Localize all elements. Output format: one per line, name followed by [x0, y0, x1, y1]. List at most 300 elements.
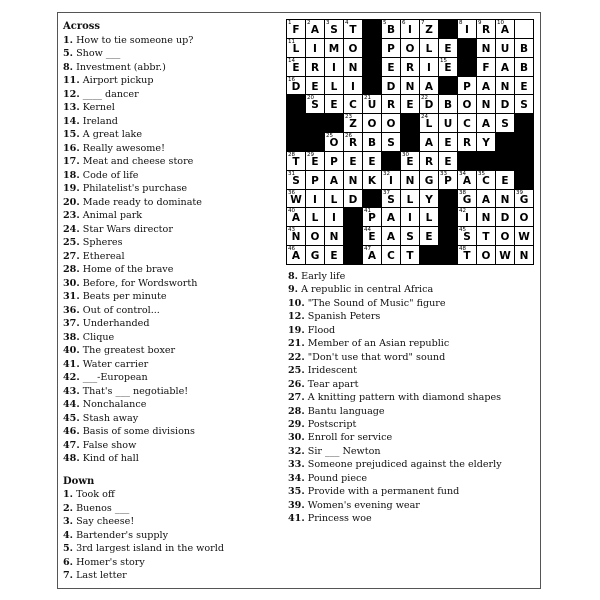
clue-item — [63, 290, 283, 304]
grid-cell[interactable] — [495, 19, 515, 39]
cell-letter: O — [481, 250, 491, 263]
grid-cell[interactable] — [400, 189, 420, 209]
grid-cell[interactable] — [381, 57, 401, 77]
grid-cell[interactable] — [305, 245, 325, 265]
cell-letter: S — [520, 99, 528, 112]
grid-cell[interactable] — [305, 57, 325, 77]
grid-cell[interactable] — [305, 226, 325, 246]
cell-letter: B — [367, 137, 376, 150]
grid-cell[interactable] — [514, 189, 534, 209]
grid-cell[interactable] — [495, 76, 515, 96]
cell-number: 25 — [326, 133, 333, 140]
grid-cell[interactable] — [381, 113, 401, 133]
clue-text: Nonchalance — [79, 399, 147, 410]
cell-letter: E — [330, 250, 338, 263]
grid-cell[interactable] — [419, 170, 439, 190]
clue-item — [63, 515, 283, 529]
clue-item — [63, 263, 283, 277]
grid-cell[interactable] — [286, 207, 306, 227]
clue-text: The greatest boxer — [79, 345, 176, 356]
clue-number: 47. — [63, 439, 80, 451]
grid-cell[interactable] — [457, 132, 477, 152]
grid-cell[interactable] — [343, 19, 363, 39]
cell-letter: E — [387, 61, 395, 74]
clue-number: 38. — [63, 331, 80, 343]
cell-letter: A — [329, 174, 339, 187]
cell-number: 43 — [288, 227, 295, 234]
cell-number: 32 — [383, 170, 390, 177]
cell-letter: O — [310, 231, 320, 244]
grid-cell[interactable] — [286, 19, 306, 39]
cell-letter: E — [292, 61, 300, 74]
clue-number: 17. — [63, 156, 80, 167]
cell-letter: E — [368, 155, 376, 168]
grid-cell[interactable] — [514, 57, 534, 77]
clue-text: Beats per minute — [79, 291, 167, 302]
grid-cell[interactable] — [495, 226, 515, 246]
grid-cell[interactable] — [343, 57, 363, 77]
grid-cell[interactable] — [457, 189, 477, 209]
grid-block — [438, 19, 458, 39]
grid-cell[interactable] — [457, 170, 477, 190]
grid-cell[interactable] — [362, 245, 382, 265]
grid-cell[interactable] — [324, 245, 344, 265]
grid-cell[interactable] — [343, 94, 363, 114]
grid-cell[interactable] — [362, 207, 382, 227]
cell-letter: S — [387, 137, 395, 150]
grid-cell[interactable] — [343, 38, 363, 58]
grid-cell[interactable] — [514, 207, 534, 227]
grid-cell[interactable] — [419, 19, 439, 39]
clue-number: 11. — [63, 75, 80, 86]
cell-letter: D — [348, 193, 358, 206]
cell-letter: S — [330, 24, 338, 36]
grid-cell[interactable] — [514, 76, 534, 96]
grid-cell[interactable] — [400, 57, 420, 77]
cell-number: 48 — [459, 246, 466, 253]
grid-cell[interactable] — [419, 151, 439, 171]
grid-cell[interactable] — [362, 170, 382, 190]
cell-letter: I — [389, 174, 393, 187]
grid-cell[interactable] — [476, 245, 496, 265]
clue-text: Star Wars director — [79, 223, 173, 235]
cell-number: 7 — [421, 20, 425, 26]
cell-letter: B — [519, 42, 528, 55]
clue-number: 33. — [288, 459, 305, 471]
grid-cell[interactable] — [381, 76, 401, 96]
cell-letter: P — [463, 80, 471, 93]
grid-block — [457, 57, 477, 77]
clue-number: 12. — [63, 88, 80, 100]
clue-number: 28. — [63, 264, 80, 275]
cell-letter: I — [332, 212, 336, 225]
cell-number: 4 — [345, 20, 349, 26]
clue-number: 22. — [288, 351, 305, 363]
cell-letter: R — [405, 61, 415, 74]
grid-cell[interactable] — [362, 226, 382, 246]
cell-letter: I — [465, 24, 469, 36]
cell-letter: S — [501, 118, 509, 131]
grid-cell[interactable] — [324, 207, 344, 227]
grid-cell[interactable] — [305, 19, 325, 39]
clue-number: 8. — [288, 271, 299, 282]
cell-letter: A — [481, 118, 491, 131]
grid-cell[interactable] — [381, 189, 401, 209]
grid-cell[interactable] — [476, 207, 496, 227]
grid-block — [438, 245, 458, 265]
grid-cell[interactable] — [286, 189, 306, 209]
clue-item — [63, 236, 283, 250]
clue-text: Water carrier — [79, 358, 149, 370]
clue-item — [288, 378, 538, 391]
cell-letter: K — [367, 174, 377, 187]
cell-letter: I — [408, 24, 412, 36]
grid-block — [343, 245, 363, 265]
grid-cell[interactable] — [476, 132, 496, 152]
cell-letter: F — [482, 61, 490, 74]
grid-cell[interactable] — [381, 19, 401, 39]
grid-cell[interactable] — [438, 94, 458, 114]
cell-letter: G — [424, 174, 434, 187]
cell-letter: L — [330, 80, 338, 93]
clue-number: 27. — [288, 392, 305, 404]
grid-cell[interactable] — [324, 132, 344, 152]
grid-cell[interactable] — [400, 38, 420, 58]
clue-item — [288, 472, 538, 485]
grid-cell[interactable] — [400, 151, 420, 171]
grid-cell[interactable] — [324, 94, 344, 114]
grid-cell[interactable] — [476, 19, 496, 39]
clue-number: 4. — [63, 529, 74, 541]
clue-number: 19. — [288, 324, 305, 336]
grid-cell[interactable] — [476, 170, 496, 190]
grid-cell[interactable] — [286, 76, 306, 96]
grid-cell[interactable] — [381, 226, 401, 246]
cell-letter: W — [499, 250, 511, 263]
cell-letter: F — [292, 24, 300, 36]
clue-item — [63, 542, 283, 556]
clue-item — [288, 283, 538, 296]
cell-letter: R — [424, 155, 434, 168]
grid-cell[interactable] — [343, 113, 363, 133]
grid-cell[interactable] — [419, 57, 439, 77]
grid-cell[interactable] — [305, 38, 325, 58]
grid-cell[interactable] — [305, 170, 325, 190]
clue-item — [288, 499, 538, 512]
cell-letter: O — [386, 118, 396, 131]
clue-item — [288, 418, 538, 431]
grid-block — [400, 113, 420, 133]
grid-cell[interactable] — [457, 19, 477, 39]
grid-cell[interactable] — [286, 38, 306, 58]
cell-letter: T — [292, 155, 300, 168]
grid-cell[interactable] — [514, 245, 534, 265]
clue-number: 34. — [288, 472, 305, 484]
cell-number: 15 — [440, 57, 447, 64]
cell-letter: P — [311, 174, 319, 187]
grid-cell[interactable] — [495, 170, 515, 190]
grid-block — [514, 132, 534, 152]
clue-number: 16. — [63, 142, 80, 154]
clue-text: Airport pickup — [79, 75, 154, 86]
clue-item — [288, 445, 538, 458]
cell-number: 1 — [288, 20, 292, 26]
grid-cell[interactable] — [286, 151, 306, 171]
clue-text: Iridescent — [304, 365, 358, 377]
clue-number: 2. — [63, 502, 74, 514]
cell-letter: A — [291, 250, 301, 263]
grid-cell[interactable] — [476, 94, 496, 114]
cell-letter: A — [386, 231, 396, 244]
clue-item — [63, 209, 283, 223]
grid-cell[interactable] — [495, 189, 515, 209]
grid-cell[interactable] — [381, 170, 401, 190]
clue-text: A great lake — [79, 129, 143, 140]
grid-cell[interactable] — [457, 245, 477, 265]
clue-number: 29. — [288, 418, 305, 430]
grid-block — [476, 151, 496, 171]
clue-number: 19. — [63, 183, 80, 194]
cell-number: 44 — [364, 227, 371, 234]
grid-cell[interactable] — [400, 19, 420, 39]
grid-cell[interactable] — [419, 132, 439, 152]
grid-cell[interactable] — [457, 226, 477, 246]
cell-letter: L — [330, 193, 338, 206]
grid-cell[interactable] — [324, 76, 344, 96]
grid-cell[interactable] — [381, 38, 401, 58]
cell-number: 34 — [459, 170, 466, 177]
clue-text: A knitting pattern with diamond shapes — [304, 392, 502, 404]
grid-cell[interactable] — [514, 226, 534, 246]
grid-cell[interactable] — [495, 57, 515, 77]
clue-text: Philatelist's purchase — [79, 183, 188, 194]
clue-text: "Don't use that word" sound — [304, 351, 446, 363]
grid-cell[interactable] — [324, 170, 344, 190]
clue-number: 10. — [288, 297, 305, 309]
grid-cell[interactable] — [495, 113, 515, 133]
cell-number: 40 — [288, 208, 295, 215]
grid-cell[interactable] — [514, 19, 534, 39]
grid-cell[interactable] — [419, 76, 439, 96]
clue-item — [63, 529, 283, 543]
grid-cell[interactable] — [476, 57, 496, 77]
cell-letter: R — [462, 137, 472, 150]
clue-item — [63, 502, 283, 516]
grid-cell[interactable] — [362, 132, 382, 152]
grid-cell[interactable] — [476, 38, 496, 58]
grid-cell[interactable] — [457, 94, 477, 114]
clue-item — [288, 270, 538, 283]
cell-letter: Z — [349, 118, 357, 131]
cell-letter: C — [387, 250, 395, 263]
grid-cell[interactable] — [400, 170, 420, 190]
cell-letter: P — [368, 212, 376, 225]
grid-cell[interactable] — [305, 151, 325, 171]
grid-block — [362, 57, 382, 77]
grid-cell[interactable] — [381, 132, 401, 152]
grid-cell[interactable] — [305, 76, 325, 96]
cell-letter: A — [481, 193, 491, 206]
grid-cell[interactable] — [438, 170, 458, 190]
grid-cell[interactable] — [438, 151, 458, 171]
clue-item — [288, 431, 538, 444]
cell-letter: D — [424, 99, 434, 112]
clue-number: 20. — [63, 196, 80, 208]
clue-item — [63, 358, 283, 372]
clue-text: Home of the brave — [79, 264, 174, 275]
grid-cell[interactable] — [400, 94, 420, 114]
clue-number: 6. — [63, 556, 74, 568]
grid-cell[interactable] — [495, 38, 515, 58]
clue-text: Flood — [304, 324, 336, 336]
grid-cell[interactable] — [438, 113, 458, 133]
grid-cell[interactable] — [343, 151, 363, 171]
clue-item — [288, 485, 538, 498]
grid-cell[interactable] — [324, 19, 344, 39]
cell-letter: N — [405, 174, 415, 187]
cell-letter: A — [310, 24, 320, 36]
clue-text: Spanish Peters — [304, 311, 381, 323]
grid-cell[interactable] — [381, 245, 401, 265]
grid-cell[interactable] — [457, 113, 477, 133]
clue-number: 12. — [288, 311, 305, 323]
cell-letter: P — [387, 42, 395, 55]
grid-cell[interactable] — [457, 207, 477, 227]
grid-cell[interactable] — [324, 151, 344, 171]
grid-cell[interactable] — [457, 76, 477, 96]
clue-text: 3rd largest island in the world — [73, 543, 224, 554]
clue-text: Early life — [298, 271, 346, 282]
grid-cell[interactable] — [305, 189, 325, 209]
grid-cell[interactable] — [362, 151, 382, 171]
grid-cell[interactable] — [476, 76, 496, 96]
cell-letter: N — [405, 80, 415, 93]
grid-cell[interactable] — [324, 38, 344, 58]
grid-cell[interactable] — [343, 170, 363, 190]
grid-cell[interactable] — [286, 170, 306, 190]
grid-cell[interactable] — [438, 132, 458, 152]
grid-cell[interactable] — [362, 94, 382, 114]
cell-letter: N — [291, 231, 301, 244]
grid-cell[interactable] — [476, 189, 496, 209]
grid-cell[interactable] — [400, 226, 420, 246]
grid-cell[interactable] — [343, 189, 363, 209]
clue-number: 37. — [63, 318, 80, 329]
cell-letter: E — [444, 155, 452, 168]
cell-letter: A — [424, 137, 434, 150]
cell-letter: E — [444, 42, 452, 55]
grid-cell[interactable] — [305, 94, 325, 114]
grid-cell[interactable] — [419, 189, 439, 209]
grid-cell[interactable] — [324, 189, 344, 209]
clue-item — [288, 324, 538, 337]
grid-cell[interactable] — [495, 207, 515, 227]
clue-number: 46. — [63, 426, 80, 437]
clue-text: Stash away — [79, 412, 139, 424]
crossword-grid — [286, 19, 533, 264]
clue-item — [288, 405, 538, 418]
cell-letter: U — [500, 42, 510, 55]
grid-cell[interactable] — [381, 94, 401, 114]
grid-cell[interactable] — [514, 94, 534, 114]
cell-letter: D — [386, 80, 396, 93]
grid-cell[interactable] — [286, 57, 306, 77]
grid-cell[interactable] — [362, 113, 382, 133]
grid-cell[interactable] — [419, 113, 439, 133]
grid-cell[interactable] — [400, 207, 420, 227]
clue-text: Underhanded — [79, 318, 150, 329]
clue-text: Say cheese! — [73, 516, 135, 527]
cell-letter: S — [311, 99, 319, 112]
grid-cell[interactable] — [286, 226, 306, 246]
clue-item — [63, 34, 283, 48]
cell-letter: E — [501, 174, 509, 187]
clue-text: Ireland — [79, 115, 118, 127]
grid-cell[interactable] — [324, 226, 344, 246]
grid-cell[interactable] — [419, 226, 439, 246]
grid-cell[interactable] — [514, 38, 534, 58]
cell-number: 29 — [307, 151, 314, 158]
grid-cell[interactable] — [438, 38, 458, 58]
cell-letter: S — [406, 231, 414, 244]
grid-cell[interactable] — [476, 113, 496, 133]
clue-item — [63, 398, 283, 412]
across-clue-list — [63, 34, 283, 466]
clue-number: 43. — [63, 385, 80, 397]
grid-cell[interactable] — [419, 94, 439, 114]
grid-block — [286, 113, 306, 133]
cell-letter: S — [387, 193, 395, 206]
grid-cell[interactable] — [381, 207, 401, 227]
clue-number: 25. — [63, 237, 80, 248]
cell-letter: A — [500, 61, 510, 74]
grid-cell[interactable] — [343, 76, 363, 96]
grid-cell[interactable] — [400, 245, 420, 265]
grid-cell[interactable] — [400, 76, 420, 96]
cell-number: 9 — [478, 20, 482, 26]
clue-text: Tear apart — [304, 378, 359, 390]
grid-cell[interactable] — [476, 226, 496, 246]
clue-item — [63, 61, 283, 75]
grid-cell[interactable] — [438, 57, 458, 77]
grid-cell[interactable] — [419, 38, 439, 58]
grid-cell[interactable] — [286, 245, 306, 265]
grid-cell[interactable] — [419, 207, 439, 227]
cell-letter: O — [367, 118, 377, 131]
clue-text: Made ready to dominate — [79, 196, 202, 208]
grid-cell[interactable] — [324, 57, 344, 77]
cell-number: 42 — [459, 208, 466, 215]
grid-cell[interactable] — [495, 245, 515, 265]
clue-item — [63, 223, 283, 237]
clue-number: 31. — [63, 291, 80, 302]
cell-letter: N — [519, 250, 529, 263]
grid-cell[interactable] — [343, 132, 363, 152]
cell-letter: T — [349, 24, 357, 36]
cell-number: 30 — [402, 151, 409, 158]
clue-item — [63, 74, 283, 88]
clue-item — [63, 47, 283, 61]
clue-number: 30. — [63, 277, 80, 289]
grid-block — [381, 151, 401, 171]
grid-cell[interactable] — [495, 94, 515, 114]
clue-number: 1. — [63, 489, 74, 500]
cell-letter: R — [310, 61, 320, 74]
cell-number: 20 — [307, 95, 314, 102]
cell-letter: D — [500, 212, 510, 225]
clue-text: Clique — [79, 331, 115, 343]
grid-cell[interactable] — [305, 207, 325, 227]
